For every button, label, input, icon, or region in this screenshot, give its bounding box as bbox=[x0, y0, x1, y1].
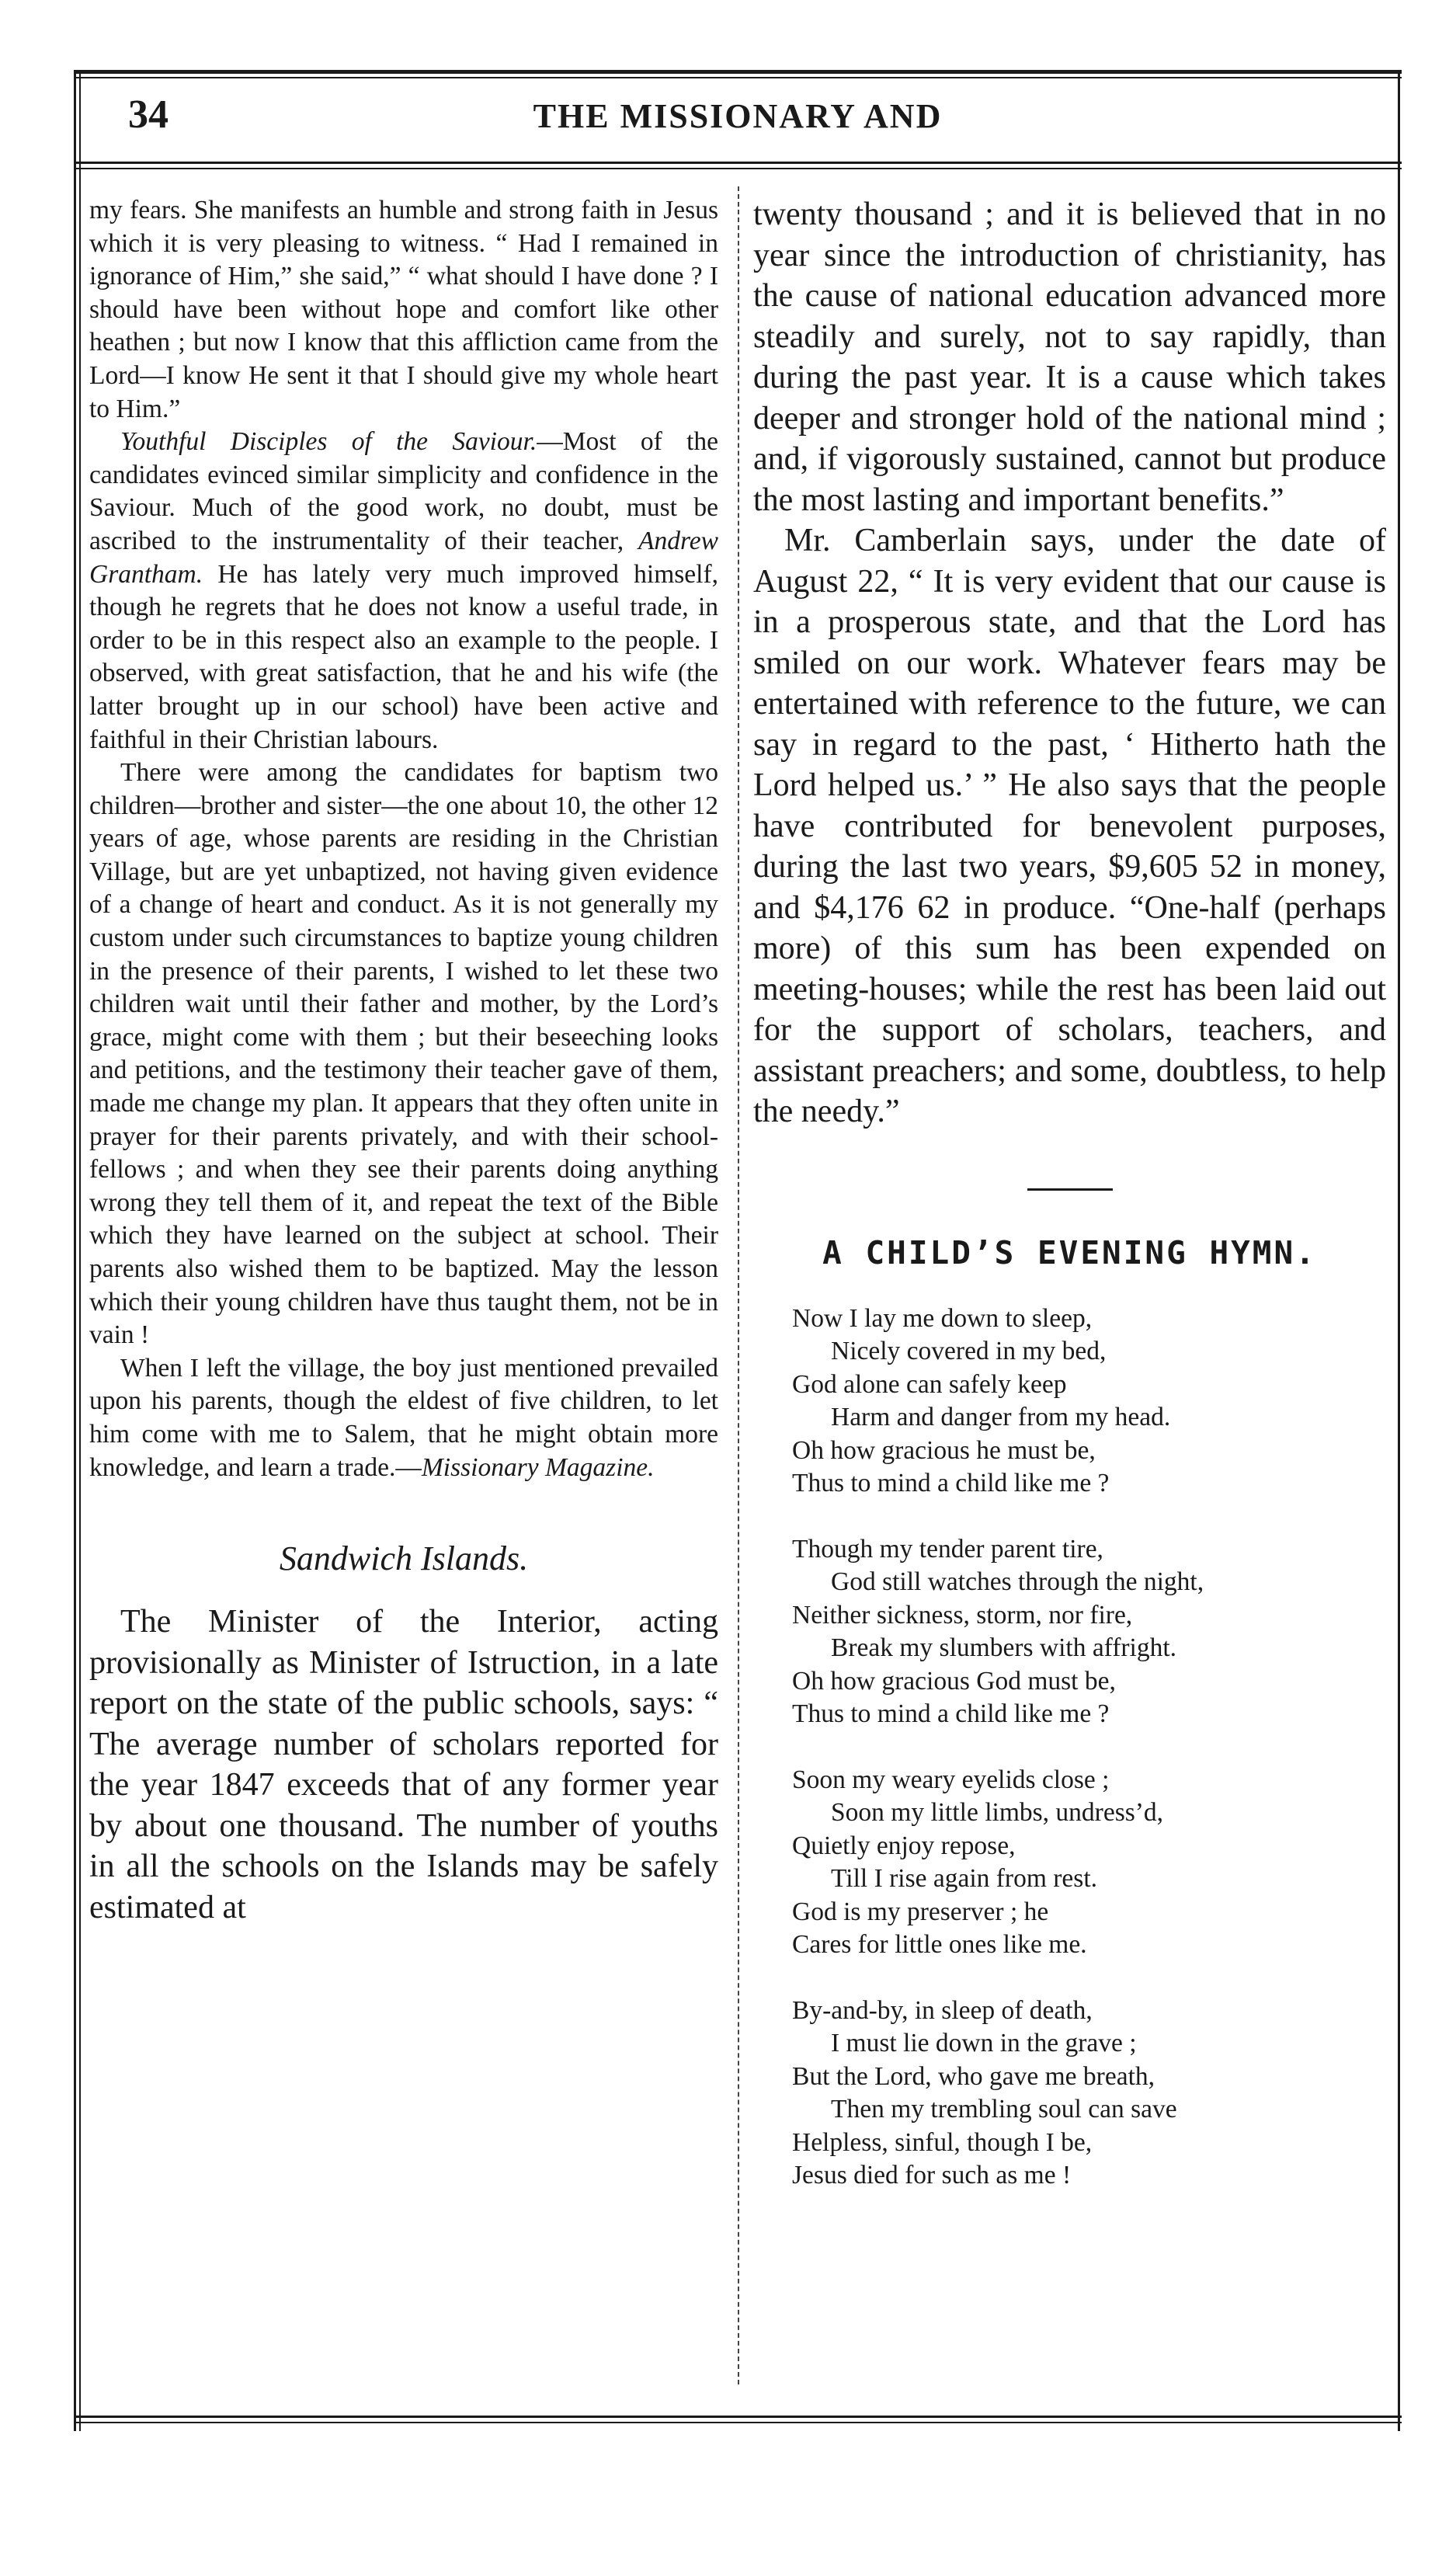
top-border-rule bbox=[74, 70, 1402, 74]
right-column bbox=[753, 194, 1386, 2225]
hymn-title: A CHILD’S EVENING HYMN. bbox=[822, 1233, 1317, 1271]
hymn-line: Jesus died for such as me ! bbox=[792, 2161, 1072, 2190]
hymn-line: Soon my little limbs, undress’d, bbox=[831, 1798, 1164, 1827]
column-divider bbox=[738, 186, 739, 2384]
hymn-line: By-and-by, in sleep of death, bbox=[792, 1995, 1093, 2025]
paragraph-fears: my fears. She manifests an humble and strong faith in Jesus which it is very pleasing to witness. “ Had I remained in ignorance of Him,” she said,” “ what should I have done ? I should have been without hope and comfort like other heathen ; but now I know that this affliction came from the Lord—I know He sent it that I should give my whole heart to Him.” bbox=[89, 196, 718, 423]
page-header bbox=[74, 92, 1402, 146]
hymn-line: Harm and danger from my head. bbox=[831, 1403, 1171, 1431]
hymn-line: I must lie down in the grave ; bbox=[831, 2029, 1137, 2057]
hymn-line: Helpless, sinful, though I be, bbox=[792, 2127, 1093, 2157]
hymn-separator-rule bbox=[1027, 1188, 1113, 1191]
paragraph-village: When I left the village, the boy just mentioned prevailed upon his parents, though the eldest of five children, to let him come with me to Salem, that he might obtain more knowledge, and learn a trade.—Missionary Magazine. bbox=[89, 1353, 718, 1482]
hymn-line: God is my preserver ; he bbox=[792, 1897, 1049, 1926]
hymn-line: Break my slumbers with affright. bbox=[831, 1633, 1177, 1662]
left-frame-line-inner bbox=[79, 70, 81, 2431]
hymn-line: God alone can safely keep bbox=[792, 1369, 1067, 1399]
subheading-youthful-disciples: Youthful Disciples of the Saviour. bbox=[120, 427, 537, 457]
hymn-line: Till I rise again from rest. bbox=[831, 1864, 1098, 1893]
paragraph-youthful-disciples: Youthful Disciples of the Saviour.—Most of the candidates evinced similar simplicity and confidence in the Saviour. Much of the good work, no doubt, must be ascribed to the instrumentality of their teacher, Andrew Grantham. He has lately very much improved himself, though he regrets that he does not know a useful trade, in order to be in this respect also an example to the people. I observed, with great satisfaction, that he and his wife (the latter brought up in our school) have been active and faithful in their Christian labours. bbox=[89, 427, 719, 754]
hymn-line: Nicely covered in my bed, bbox=[831, 1337, 1107, 1365]
hymn-stanza-1 bbox=[792, 1303, 1386, 1501]
teacher-name: Andrew Grantham. bbox=[89, 526, 718, 589]
running-head: THE MISSIONARY AND bbox=[533, 97, 943, 135]
hymn-line: Thus to mind a child like me ? bbox=[792, 1469, 1110, 1497]
hymn-line: Then my trembling soul can save bbox=[831, 2095, 1177, 2123]
right-frame-line bbox=[1398, 70, 1400, 2431]
hymn-line: Now I lay me down to sleep, bbox=[792, 1303, 1093, 1333]
hymn-line: God still watches through the night, bbox=[831, 1567, 1204, 1596]
hymn-line: Quietly enjoy repose, bbox=[792, 1831, 1016, 1860]
bottom-border-rule bbox=[74, 2416, 1402, 2418]
bottom-border-rule-thin bbox=[74, 2422, 1402, 2423]
book-page bbox=[74, 70, 1402, 2431]
hymn-line: Thus to mind a child like me ? bbox=[792, 1699, 1110, 1728]
hymn-line: Neither sickness, storm, nor fire, bbox=[792, 1600, 1133, 1630]
hymn-line: Oh how gracious he must be, bbox=[792, 1435, 1096, 1465]
hymn-line: Soon my weary eyelids close ; bbox=[792, 1765, 1110, 1794]
hymn-line: Oh how gracious God must be, bbox=[792, 1666, 1116, 1696]
left-frame-line bbox=[74, 70, 76, 2431]
section-title-sandwich-islands: Sandwich Islands. bbox=[279, 1539, 529, 1578]
hymn-stanza-2 bbox=[792, 1533, 1386, 1731]
paragraph-twenty-thousand: twenty thousand ; and it is believed that in no year since the introduction of christianity, has the cause of national education advanced more steadily and surely, not to say rapidly, than during the past year. It is a cause which takes deeper and stronger hold of the national mind ; and, if vigorously sustained, cannot but produce the most lasting and important benefits.” bbox=[753, 197, 1386, 518]
hymn-line: Though my tender parent tire, bbox=[792, 1534, 1103, 1563]
hymn-line: Cares for little ones like me. bbox=[792, 1930, 1087, 1959]
left-column bbox=[89, 194, 718, 1928]
hymn-stanza-4 bbox=[792, 1995, 1386, 2193]
paragraph-minister: The Minister of the Interior, acting provisionally as Minister of Istruction, in a late report on the state of the public schools, says: “ The average number of scholars reported for the year 1847 exceeds that of any former year by about one thousand. The number of youths in all the schools on the Islands may be safely estimated at bbox=[89, 1604, 718, 1925]
source-citation: Missionary Magazine. bbox=[421, 1452, 655, 1482]
top-border-rule-thin bbox=[74, 77, 1402, 78]
paragraph-candidates: There were among the candidates for baptism two children—brother and sister—the one about 10, the other 12 years of age, whose parents are residing in the Christian Village, but are yet unbaptized, not having given evidence of a change of heart and conduct. As it is not generally my custom under such circumstances to baptize young children in the presence of their parents, I wished to let these two children wait until their father and mother, by the Lord’s grace, might come with them ; but their beseeching looks and petitions, and the testimony their teacher gave of them, made me change my plan. It appears that they often unite in prayer for their parents privately, and with their school-fellows ; and when they see their parents doing anything wrong they tell them of it, and repeat the text of the Bible which they have learned on the subject at school. Their parents also wished them to be baptized. May the lesson which their young children have thus taught them, not be in vain ! bbox=[89, 758, 718, 1350]
header-rule bbox=[74, 162, 1402, 164]
header-rule-thin bbox=[74, 168, 1402, 169]
page-number: 34 bbox=[128, 92, 169, 137]
hymn-stanza-3 bbox=[792, 1764, 1386, 1962]
hymn-line: But the Lord, who gave me breath, bbox=[792, 2061, 1155, 2091]
paragraph-camberlain: Mr. Camberlain says, under the date of August 22, “ It is very evident that our cause is in a prosperous state, and that the Lord has smiled on our work. Whatever fears may be entertained with reference to the future, we can say in regard to the past, ‘ Hitherto hath the Lord helped us.’ ” He also says that the people have contributed for benevolent purposes, during the last two years, $9,605 52 in money, and $4,176 62 in produce. “One-half (perhaps more) of this sum has been expended on meeting-houses; while the rest has been laid out for the support of scholars, teachers, and assistant preachers; and some, doubtless, to help the needy.” bbox=[753, 523, 1386, 1129]
